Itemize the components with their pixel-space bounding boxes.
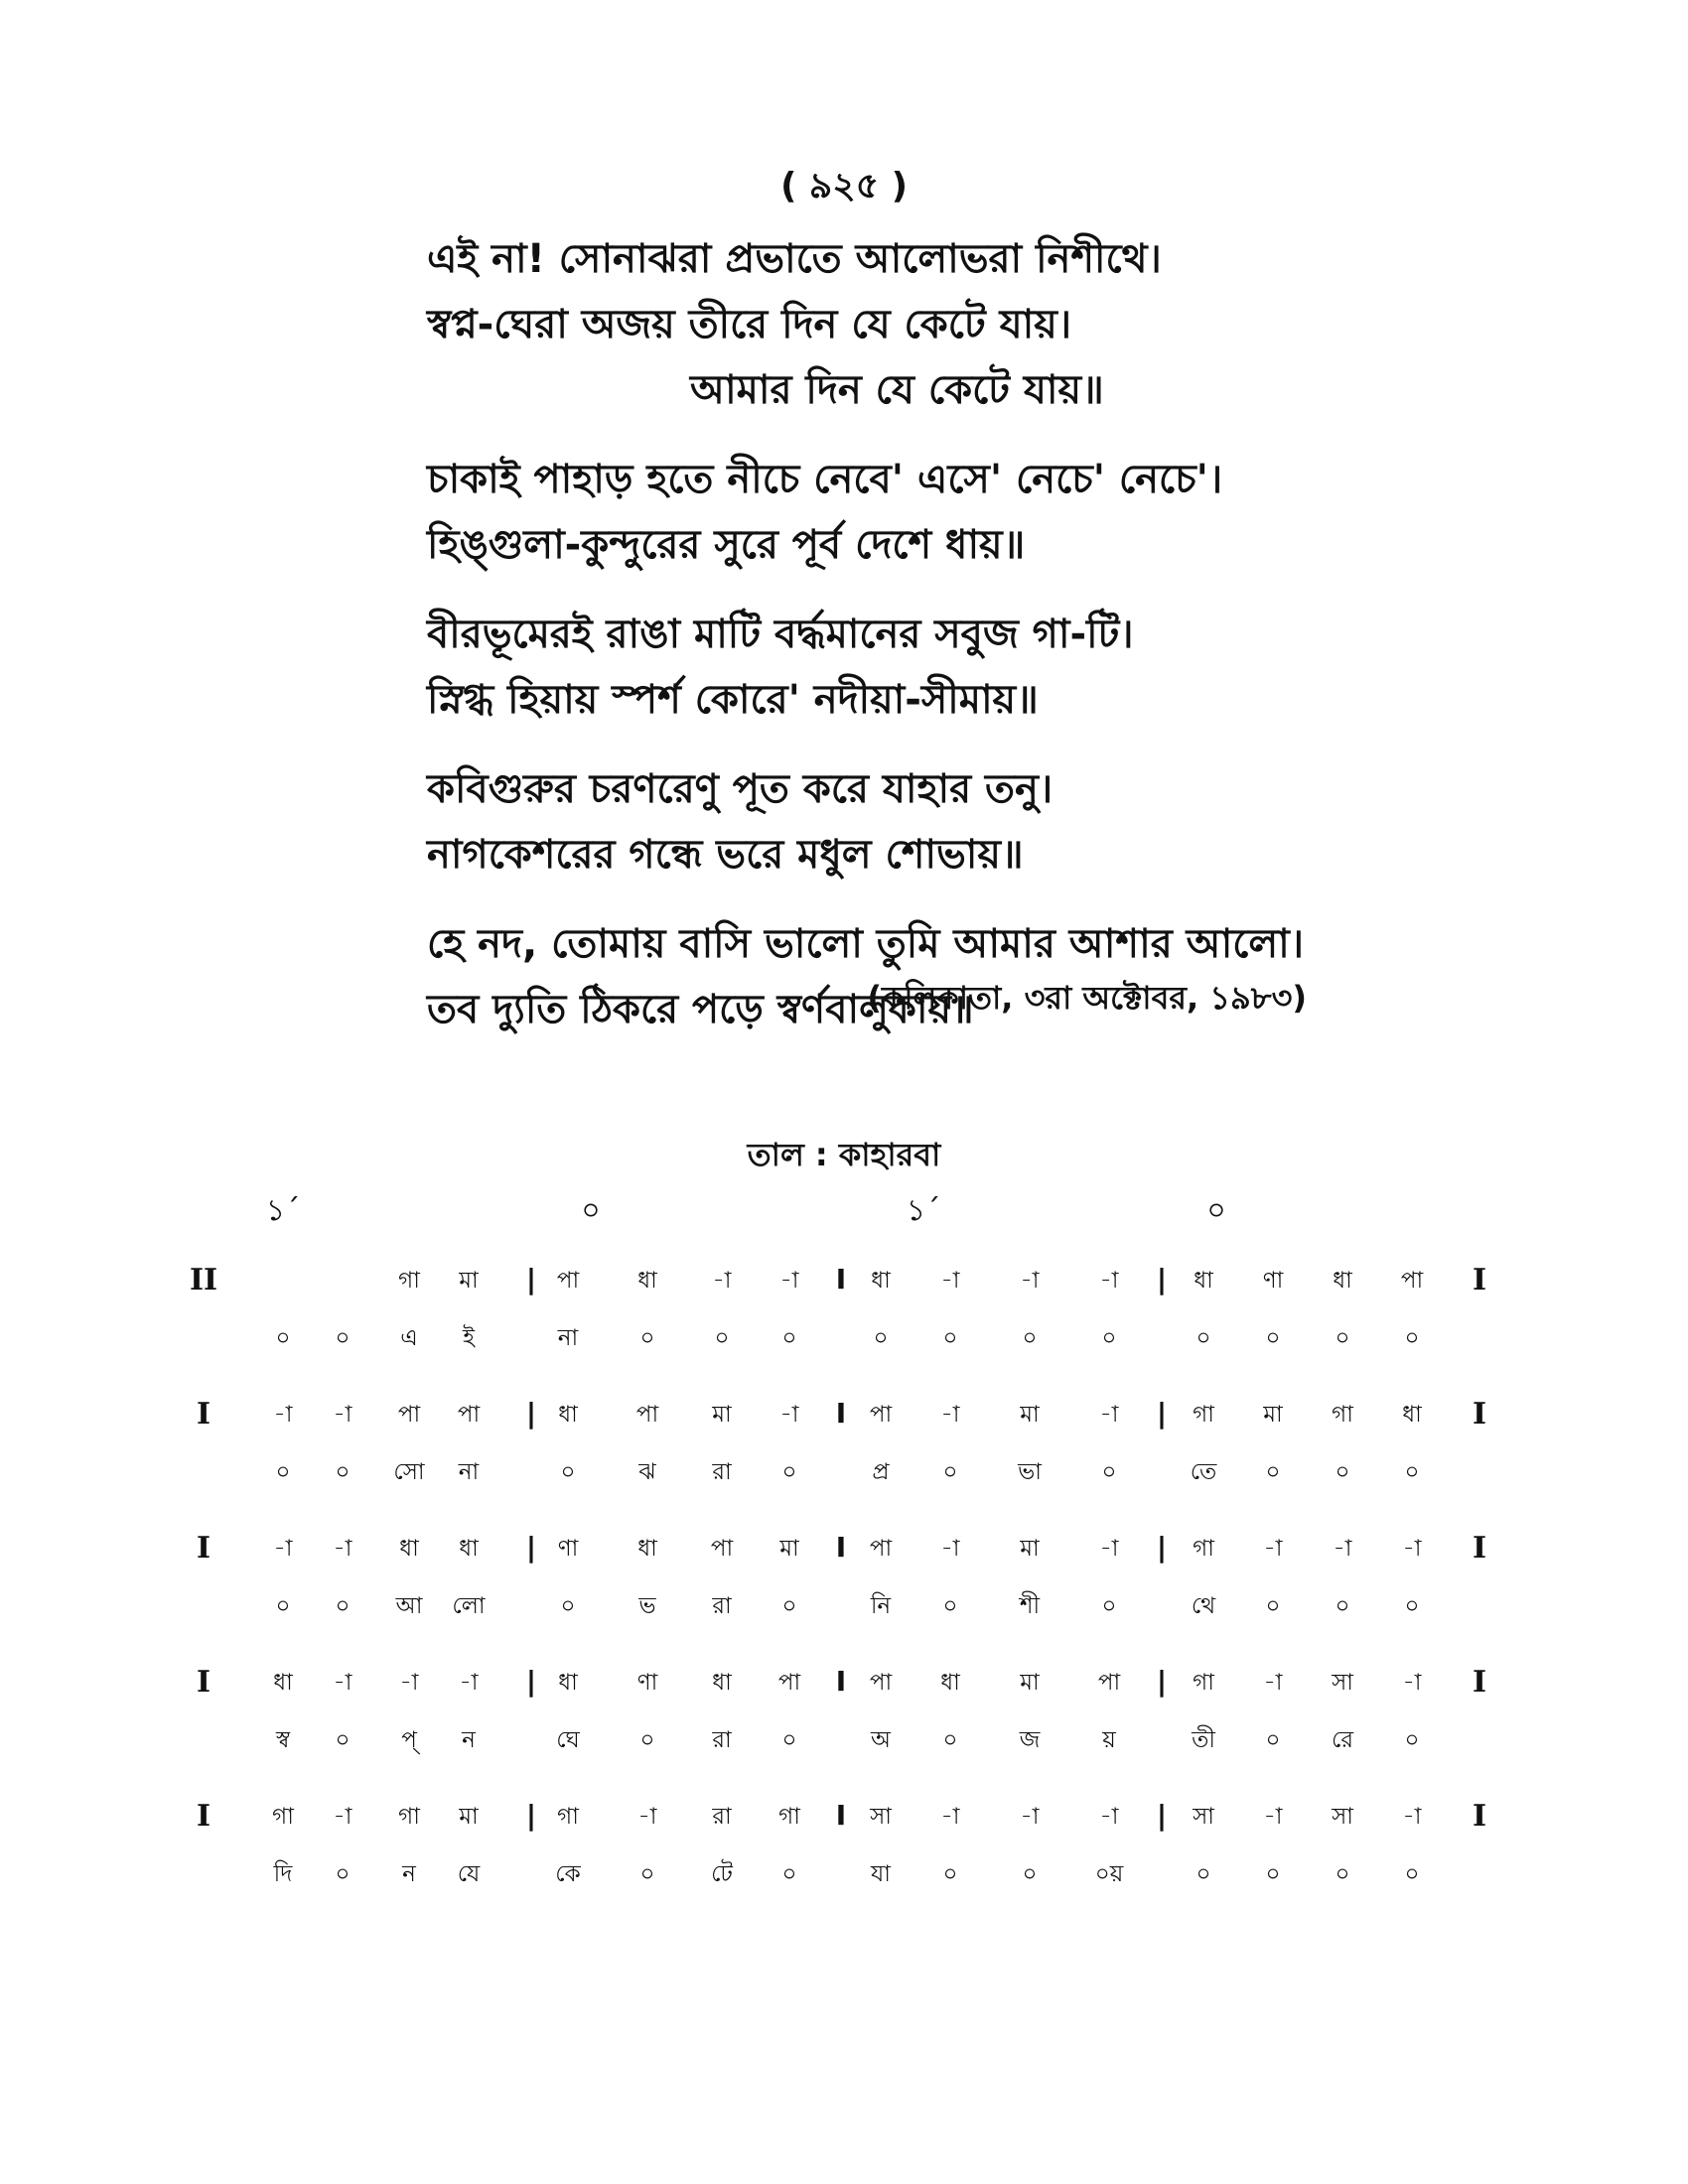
notation-table	[0, 1186, 1688, 1901]
stanza	[427, 447, 1420, 578]
row-end-sign: I	[1472, 1397, 1487, 1432]
lyric-syllable: ০	[335, 1325, 351, 1351]
lyric-syllable: ০	[1404, 1861, 1420, 1887]
swara-note: -া	[940, 1268, 960, 1294]
swara-note: পা	[869, 1536, 893, 1562]
swara-note: -া	[1333, 1536, 1352, 1562]
swara-note: সা	[1332, 1804, 1353, 1830]
swara-note: -া	[1099, 1804, 1119, 1830]
swara-note: -া	[1020, 1804, 1040, 1830]
lyric-syllable: ০	[1265, 1861, 1281, 1887]
poem-line: আমার দিন যে কেটে যায়॥	[690, 367, 1104, 413]
swara-note: মা	[1020, 1402, 1040, 1428]
lyric-syllable: যে	[457, 1861, 481, 1887]
poem-line: স্বপ্ন-ঘেরা অজয় তীরে দিন যে কেটে যায়।	[427, 302, 1072, 347]
lyric-syllable: ০	[942, 1727, 958, 1753]
poem-line: স্নিগ্ধ হিয়ায় স্পর্শ কোরে' নদীয়া-সীমায়॥	[427, 677, 1039, 723]
swara-note: -া	[333, 1402, 352, 1428]
lyric-syllable: ০	[639, 1861, 655, 1887]
lyric-syllable: ০	[1335, 1861, 1350, 1887]
poem-line: নাগকেশরের গন্ধে ভরে মধুল শোভায়॥	[427, 832, 1024, 878]
lyric-syllable: রা	[712, 1727, 732, 1753]
bar-line: I	[835, 1665, 847, 1698]
lyric-syllable: ০	[560, 1459, 576, 1485]
row-start-sign: I	[196, 1665, 211, 1700]
swara-note: -া	[779, 1402, 799, 1428]
bar-line: |	[1156, 1531, 1168, 1564]
lyric-syllable: ন	[402, 1861, 416, 1887]
swara-note: গা	[1193, 1536, 1214, 1562]
stanza	[427, 756, 1420, 887]
lyric-syllable: ০	[1022, 1325, 1038, 1351]
lyric-syllable: থে	[1191, 1593, 1216, 1619]
swara-note: -া	[940, 1804, 960, 1830]
swara-note: মা	[712, 1402, 732, 1428]
swara-note: -া	[1263, 1804, 1283, 1830]
lyric-syllable: ০	[1265, 1459, 1281, 1485]
swara-note: পা	[777, 1670, 801, 1696]
lyric-syllable: নি	[870, 1593, 892, 1619]
swara-note: গা	[1332, 1402, 1353, 1428]
lyric-syllable: ০	[1265, 1593, 1281, 1619]
source-note: (কলিকাতা, ৩রা অক্টোবর, ১৯৮৩)	[867, 979, 1307, 1017]
swara-note: পা	[397, 1402, 421, 1428]
swara-note: গা	[398, 1804, 420, 1830]
swara-note: পা	[869, 1402, 893, 1428]
lyric-syllable: ০	[714, 1325, 730, 1351]
bar-line: I	[835, 1263, 847, 1296]
swara-note: ণা	[1262, 1268, 1284, 1294]
lyric-syllable: ০	[781, 1325, 797, 1351]
swara-note: পা	[710, 1536, 734, 1562]
swara-note: -া	[1263, 1536, 1283, 1562]
swara-note: মা	[1020, 1536, 1040, 1562]
bar-line: I	[835, 1531, 847, 1564]
poem-line: হে নদ, তোমায় বাসি ভালো তুমি আমার আশার আলো।	[427, 921, 1305, 967]
lyric-syllable: ০	[781, 1861, 797, 1887]
swara-note: সা	[870, 1804, 892, 1830]
lyric-syllable: ০	[781, 1459, 797, 1485]
swara-note: -া	[1402, 1670, 1422, 1696]
swara-note: ধা	[637, 1268, 657, 1294]
swara-note: -া	[273, 1402, 293, 1428]
lyric-syllable: ০	[1101, 1325, 1117, 1351]
lyric-syllable: ই	[463, 1325, 475, 1351]
swara-note: মা	[459, 1804, 479, 1830]
swara-note: পা	[635, 1402, 659, 1428]
swara-note: -া	[940, 1402, 960, 1428]
lyric-syllable: ০	[275, 1459, 291, 1485]
swara-note: ধা	[1402, 1402, 1422, 1428]
row-start-sign: I	[196, 1531, 211, 1566]
lyric-syllable: ০	[1404, 1727, 1420, 1753]
swara-note: ধা	[273, 1670, 293, 1696]
lyric-syllable: রা	[712, 1593, 732, 1619]
swara-note: ধা	[558, 1670, 578, 1696]
swara-note: পা	[556, 1268, 580, 1294]
lyric-syllable: অ	[871, 1727, 891, 1753]
swara-note: গা	[272, 1804, 294, 1830]
swara-note: -া	[459, 1670, 479, 1696]
lyric-syllable: ০	[1335, 1325, 1350, 1351]
lyric-syllable: ০	[1335, 1459, 1350, 1485]
lyric-syllable: ০	[942, 1459, 958, 1485]
lyric-syllable: ০	[335, 1459, 351, 1485]
bar-line: |	[525, 1397, 537, 1430]
swara-note: গা	[398, 1268, 420, 1294]
swara-note: -া	[333, 1536, 352, 1562]
swara-note: ণা	[557, 1536, 579, 1562]
row-end-sign: I	[1472, 1799, 1487, 1834]
lyric-syllable: ০	[1404, 1459, 1420, 1485]
lyric-syllable: শী	[1019, 1593, 1041, 1619]
page-number: ( ৯২৫ )	[779, 166, 909, 206]
swara-note: -া	[333, 1804, 352, 1830]
bar-line: |	[1156, 1665, 1168, 1698]
lyric-syllable: রা	[712, 1459, 732, 1485]
poem-line: এই না! সোনাঝরা প্রভাতে আলোভরা নিশীথে।	[427, 236, 1162, 282]
poem-line: চাকাই পাহাড় হতে নীচে নেবে' এসে' নেচে' নেচে'।	[427, 457, 1223, 502]
lyric-syllable: ০	[942, 1325, 958, 1351]
poem	[427, 226, 1420, 1066]
lyric-syllable: ভ	[638, 1593, 656, 1619]
lyric-syllable: ০	[335, 1861, 351, 1887]
swara-note: -া	[1020, 1268, 1040, 1294]
lyric-syllable: ০	[1404, 1325, 1420, 1351]
lyric-syllable: ০	[639, 1325, 655, 1351]
swara-note: -া	[1402, 1536, 1422, 1562]
poem-line: হিঙ্গুলা-কুন্দুরের সুরে পূর্ব দেশে ধায়॥	[427, 522, 1026, 568]
swara-note: গা	[778, 1804, 800, 1830]
bar-line: |	[1156, 1397, 1168, 1430]
lyric-syllable: ০	[335, 1727, 351, 1753]
swara-note: -া	[1402, 1804, 1422, 1830]
lyric-syllable: ০	[942, 1861, 958, 1887]
lyric-syllable: এ	[400, 1325, 418, 1351]
swara-note: পা	[457, 1402, 481, 1428]
swara-note: ধা	[712, 1670, 732, 1696]
beat-marker: ০	[1206, 1193, 1226, 1228]
lyric-syllable: ০	[1022, 1861, 1038, 1887]
bar-line: |	[1156, 1263, 1168, 1296]
bar-line: |	[525, 1531, 537, 1564]
lyric-syllable: না	[458, 1459, 480, 1485]
bar-line: |	[525, 1263, 537, 1296]
lyric-syllable: ০	[1265, 1325, 1281, 1351]
row-end-sign: I	[1472, 1665, 1487, 1700]
swara-note: সা	[1193, 1804, 1214, 1830]
lyric-syllable: যা	[871, 1861, 891, 1887]
swara-note: গা	[1193, 1402, 1214, 1428]
swara-note: -া	[1263, 1670, 1283, 1696]
lyric-syllable: ০	[335, 1593, 351, 1619]
swara-note: -া	[273, 1536, 293, 1562]
row-start-sign: I	[196, 1397, 211, 1432]
bar-line: |	[525, 1799, 537, 1832]
swara-note: রা	[712, 1804, 732, 1830]
swara-note: পা	[869, 1670, 893, 1696]
lyric-syllable: ০	[1196, 1325, 1211, 1351]
lyric-syllable: প্	[401, 1727, 417, 1753]
swara-note: -া	[399, 1670, 419, 1696]
swara-note: ধা	[399, 1536, 419, 1562]
swara-note: -া	[940, 1536, 960, 1562]
swara-note: ধা	[1194, 1268, 1213, 1294]
bar-line: I	[835, 1397, 847, 1430]
swara-note: ধা	[940, 1670, 960, 1696]
lyric-syllable: ০	[942, 1593, 958, 1619]
bar-line: |	[525, 1665, 537, 1698]
lyric-syllable: তী	[1192, 1727, 1215, 1753]
lyric-syllable: ০	[781, 1593, 797, 1619]
row-start-sign: II	[189, 1263, 218, 1297]
lyric-syllable: প্র	[872, 1459, 890, 1485]
lyric-syllable: রে	[1332, 1727, 1353, 1753]
swara-note: -া	[779, 1268, 799, 1294]
lyric-syllable: ০	[275, 1325, 291, 1351]
lyric-syllable: ০	[1335, 1593, 1350, 1619]
swara-note: -া	[637, 1804, 657, 1830]
swara-note: পা	[1097, 1670, 1121, 1696]
lyric-syllable: ০	[1404, 1593, 1420, 1619]
lyric-syllable: ০	[1101, 1459, 1117, 1485]
lyric-syllable: ০	[1196, 1861, 1211, 1887]
poem-line: কবিগুরুর চরণরেণু পূত করে যাহার তনু।	[427, 766, 1054, 812]
swara-note: গা	[1193, 1670, 1214, 1696]
swara-note: -া	[1099, 1402, 1119, 1428]
lyric-syllable: ০য়	[1094, 1861, 1124, 1887]
swara-note: ণা	[636, 1670, 658, 1696]
lyric-syllable: ০	[1265, 1727, 1281, 1753]
lyric-syllable: ০	[560, 1593, 576, 1619]
lyric-syllable: ০	[781, 1727, 797, 1753]
lyric-syllable: টে	[711, 1861, 733, 1887]
lyric-syllable: ০	[639, 1727, 655, 1753]
swara-note: -া	[1099, 1536, 1119, 1562]
lyric-syllable: কে	[555, 1861, 581, 1887]
swara-note: ধা	[1333, 1268, 1352, 1294]
swara-note: ধা	[459, 1536, 479, 1562]
swara-note: পা	[1400, 1268, 1424, 1294]
poem-line: তব দ্যুতি ঠিকরে পড়ে স্বর্ণবালুকায়॥	[427, 987, 974, 1032]
lyric-syllable: আ	[395, 1593, 423, 1619]
swara-note: ধা	[871, 1268, 891, 1294]
beat-marker: ১´	[906, 1193, 941, 1228]
bar-line: I	[835, 1799, 847, 1832]
lyric-syllable: জ	[1019, 1727, 1041, 1753]
swara-note: -া	[1099, 1268, 1119, 1294]
lyric-syllable: দি	[273, 1861, 293, 1887]
row-start-sign: I	[196, 1799, 211, 1834]
stanza	[427, 226, 1420, 423]
beat-marker: ০	[581, 1193, 601, 1228]
swara-note: মা	[1020, 1670, 1040, 1696]
tal-heading: তাল : কাহারবা	[747, 1136, 941, 1173]
lyric-syllable: লো	[452, 1593, 486, 1619]
bar-line: |	[1156, 1799, 1168, 1832]
swara-note: গা	[557, 1804, 579, 1830]
swara-note: -া	[712, 1268, 732, 1294]
swara-note: ধা	[637, 1536, 657, 1562]
swara-note: মা	[779, 1536, 799, 1562]
swara-note: মা	[1263, 1402, 1283, 1428]
lyric-syllable: স্ব	[276, 1727, 290, 1753]
lyric-syllable: সো	[393, 1459, 425, 1485]
lyric-syllable: ভা	[1018, 1459, 1042, 1485]
beat-marker: ১´	[265, 1193, 301, 1228]
swara-note: সা	[1332, 1670, 1353, 1696]
swara-note: মা	[459, 1268, 479, 1294]
swara-note: -া	[333, 1670, 352, 1696]
swara-note: ধা	[558, 1402, 578, 1428]
lyric-syllable: তে	[1190, 1459, 1217, 1485]
lyric-syllable: ঝ	[638, 1459, 656, 1485]
lyric-syllable: ০	[275, 1593, 291, 1619]
lyric-syllable: ০	[873, 1325, 889, 1351]
lyric-syllable: ঘে	[556, 1727, 580, 1753]
lyric-syllable: ন	[462, 1727, 476, 1753]
lyric-syllable: য়	[1102, 1727, 1116, 1753]
row-end-sign: I	[1472, 1531, 1487, 1566]
lyric-syllable: না	[557, 1325, 579, 1351]
stanza	[427, 602, 1420, 733]
lyric-syllable: ০	[1101, 1593, 1117, 1619]
poem-line: বীরভূমেরই রাঙা মাটি বর্দ্ধমানের সবুজ গা-টি।	[427, 612, 1134, 657]
row-end-sign: I	[1472, 1263, 1487, 1297]
